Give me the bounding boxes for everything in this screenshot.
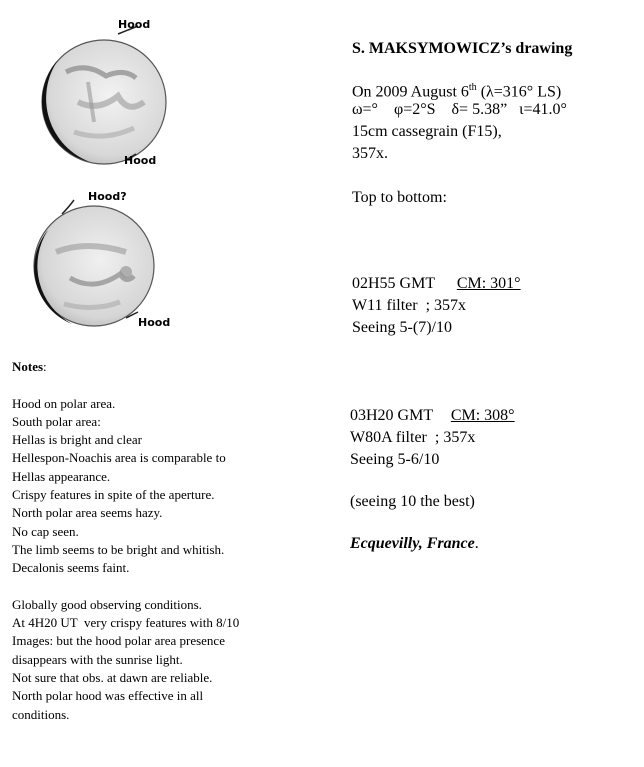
obs1-filter: W11 filter ; 357x: [352, 297, 467, 314]
obs2-seeing: Seeing 5-6/10: [350, 451, 440, 468]
note-line: The limb seems to be bright and whitish.: [12, 541, 225, 557]
date-suffix: (λ=316° LS): [476, 83, 562, 101]
mars-drawing-2: [14, 186, 176, 336]
obs1-time: 02H55 GMT: [352, 275, 435, 292]
mars-drawing-1: [18, 12, 176, 172]
obs1-cm: CM: 301°: [456, 275, 521, 292]
obs2-cm: CM: 308°: [450, 407, 515, 424]
telescope: 15cm cassegrain (F15),: [352, 123, 502, 140]
date-prefix: On 2009 August 6: [352, 83, 469, 101]
note-line: Crispy features in spite of the aperture.: [12, 487, 215, 503]
seeing-note: (seeing 10 the best): [350, 493, 475, 510]
note-line: Hood on polar area.: [12, 395, 116, 411]
note-line: Hellas is bright and clear: [12, 432, 142, 448]
note-line: No cap seen.: [12, 523, 79, 539]
page-title: S. MAKSYMOWICZ’s drawing: [352, 40, 573, 57]
magnification: 357x.: [352, 145, 388, 162]
hood-question-label: Hood?: [88, 190, 127, 203]
location-row: [350, 534, 479, 554]
notes-heading: Notes: [12, 359, 44, 374]
note-line: Not sure that obs. at dawn are reliable.: [12, 670, 213, 686]
hood-label-top: Hood: [118, 18, 151, 31]
location: Ecquevilly, France: [350, 535, 475, 552]
notes-lines: [12, 376, 312, 724]
observation-params: ω=° φ=2°S δ= 5.38” ι=41.0°: [352, 101, 567, 118]
obs1-seeing: Seeing 5-(7)/10: [352, 319, 452, 336]
note-line: Decalonis seems faint.: [12, 560, 130, 576]
note-line: Globally good observing conditions.: [12, 596, 202, 612]
note-line: At 4H20 UT very crispy features with 8/10: [12, 615, 240, 631]
hood-label-lower: Hood: [138, 316, 171, 329]
note-line: Hellas appearance.: [12, 468, 111, 484]
observation-date: [352, 78, 561, 102]
obs2-filter: W80A filter ; 357x: [350, 429, 476, 446]
note-line: disappears with the sunrise light.: [12, 651, 183, 667]
notes-heading-colon: :: [43, 359, 47, 374]
date-sup: th: [468, 82, 477, 93]
obs2-time: 03H20 GMT: [350, 407, 433, 424]
note-line: conditions.: [12, 706, 70, 722]
order-label: Top to bottom:: [352, 189, 447, 206]
obs1-time-row: [352, 274, 521, 294]
note-line: North polar hood was effective in all: [12, 688, 204, 704]
note-line: North polar area seems hazy.: [12, 505, 163, 521]
notes-section: [12, 358, 312, 724]
location-end: .: [474, 535, 479, 552]
note-line: Images: but the hood polar area presence: [12, 633, 225, 649]
note-line: [12, 578, 312, 596]
note-line: South polar area:: [12, 413, 101, 429]
obs2-time-row: [350, 406, 515, 426]
note-line: [12, 376, 312, 394]
note-line: Hellespon-Noachis area is comparable to: [12, 450, 226, 466]
hood-label-bottom: Hood: [124, 154, 157, 167]
